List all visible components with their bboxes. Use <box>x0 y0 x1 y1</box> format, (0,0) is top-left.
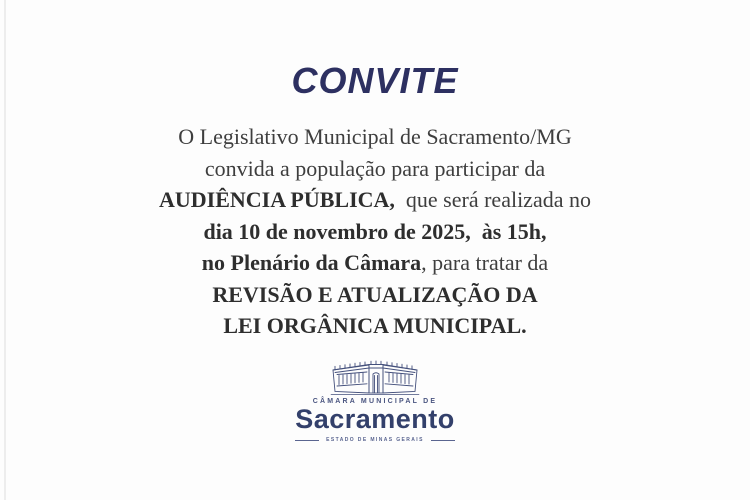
invitation-body <box>0 121 750 342</box>
page-title: CONVITE <box>291 60 459 101</box>
invitation-line-5: no Plenário da Câmara, para tratar da <box>201 250 549 275</box>
logo-org-name: Sacramento <box>295 404 455 434</box>
invitation-line-7: LEI ORGÂNICA MUNICIPAL. <box>223 313 527 338</box>
logo-org-small-label: CÂMARA MUNICIPAL DE <box>312 398 438 405</box>
invitation-line-2: convida a população para participar da <box>204 155 546 181</box>
invitation-line-4: dia 10 de novembro de 2025, às 15h, <box>203 218 547 244</box>
camara-logo <box>0 352 750 443</box>
logo-tagline-row <box>295 437 455 443</box>
logo-tagline: ESTADO DE MINAS GERAIS <box>326 437 424 443</box>
camara-building-icon <box>325 352 425 396</box>
tagline-rule-right <box>431 440 455 441</box>
tagline-rule-left <box>295 440 319 441</box>
invitation-line-3: AUDIÊNCIA PÚBLICA, que será realizada no <box>159 187 591 212</box>
invitation-line-1: O Legislativo Municipal de Sacramento/MG <box>178 124 572 149</box>
invitation-line-6: REVISÃO E ATUALIZAÇÃO DA <box>212 281 538 307</box>
